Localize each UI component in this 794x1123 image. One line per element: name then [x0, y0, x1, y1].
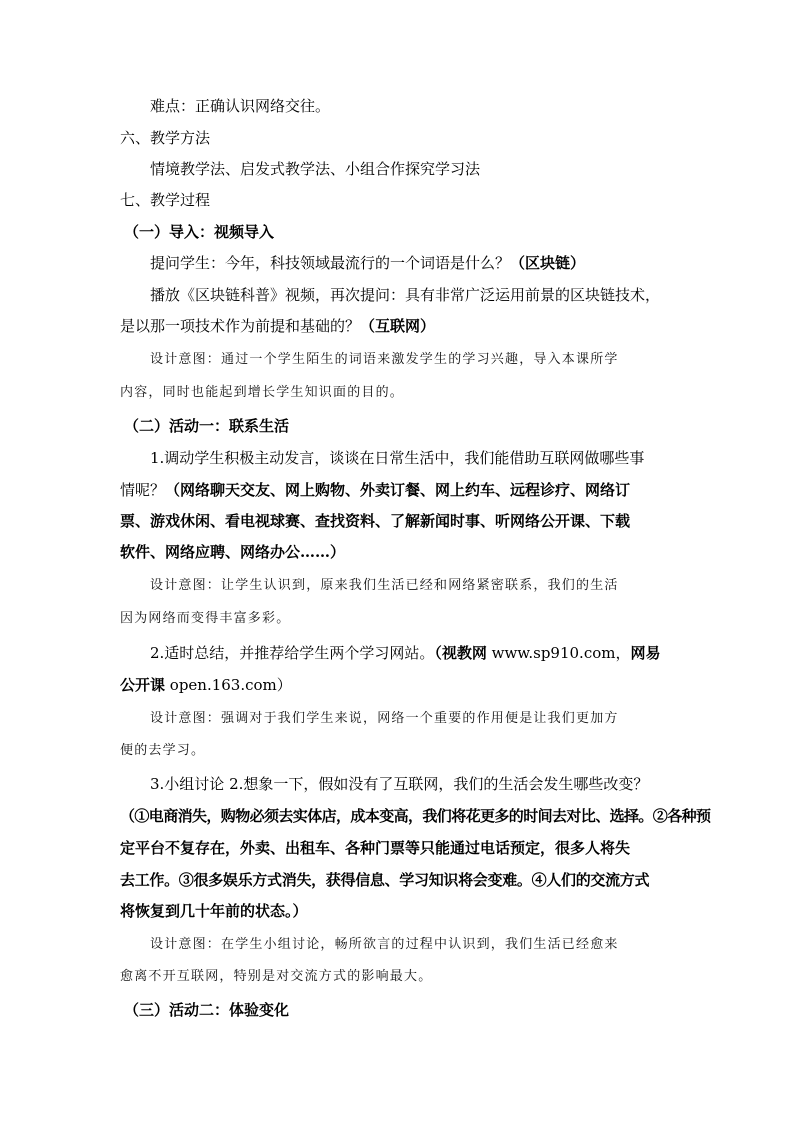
difficulty-line: 难点：正确认识网络交往。	[150, 97, 331, 115]
design-note-4-line-1: 设计意图：在学生小组讨论，畅所欲言的过程中认识到，我们生活已经愈来	[150, 937, 619, 952]
activity-2-site-2-url: open.163.com）	[165, 676, 292, 694]
part-1-title: （一）导入：视频导入	[124, 223, 275, 241]
question-1-text: 提问学生：今年，科技领域最流行的一个词语是什么？	[150, 254, 511, 272]
question-2-line-2	[120, 316, 794, 336]
activity-2-text: 2.适时总结，并推荐给学生两个学习网站。	[150, 644, 435, 662]
activity-1-line-4: 软件、网络应聘、网络办公……）	[120, 543, 346, 561]
part-3-title: （三）活动二：体验变化	[124, 1001, 290, 1019]
activity-2-site-2-name: 公开课	[120, 676, 166, 694]
activity-1-line-1: 1.调动学生积极主动发言，谈谈在日常生活中，我们能借助互联网做哪些事	[150, 449, 645, 467]
design-note-3-line-1: 设计意图：强调对于我们学生来说，网络一个重要的作用便是让我们更加方	[150, 711, 619, 726]
design-note-2-line-1: 设计意图：让学生认识到，原来我们生活已经和网络紧密联系，我们的生活	[150, 578, 619, 593]
activity-3-line-5: 将恢复到几十年前的状态。）	[120, 902, 308, 920]
activity-3-line-1: 3.小组讨论 2.想象一下，假如没有了互联网，我们的生活会发生哪些改变？	[150, 775, 649, 793]
section-7-title: 七、教学过程	[120, 191, 211, 209]
section-6-title: 六、教学方法	[120, 129, 211, 147]
activity-2-site-1-name: （视教网	[434, 644, 487, 662]
activity-1-line-2	[120, 480, 794, 500]
part-2-title: （二）活动一：联系生活	[124, 417, 290, 435]
question-1-answer: （区块链）	[510, 254, 586, 272]
design-note-4-line-2: 愈离不开互联网，特别是对交流方式的影响最大。	[120, 969, 433, 984]
design-note-3-line-2: 便的去学习。	[120, 743, 206, 758]
activity-2-line-1	[150, 643, 794, 663]
activity-2-site-2-name-part: 网易	[630, 644, 661, 662]
activity-3-line-3: 定平台不复存在，外卖、出租车、各种门票等只能通过电话预定，很多人将失	[120, 839, 631, 857]
question-2-text: 是以那一项技术作为前提和基础的？	[120, 317, 361, 335]
question-2-answer: （互联网）	[360, 317, 436, 335]
design-note-1-line-2: 内容，同时也能起到增长学生知识面的目的。	[120, 385, 405, 400]
activity-1-line-3: 票、游戏休闲、看电视球赛、查找资料、了解新闻时事、听网络公开课、下载	[120, 512, 631, 530]
design-note-1-line-1: 设计意图：通过一个学生陌生的词语来激发学生的学习兴趣，导入本课所学	[150, 352, 619, 367]
activity-3-line-2: （①电商消失，购物必须去实体店，成本变高，我们将花更多的时间去对比、选择。②各种预	[120, 807, 711, 825]
activity-1-line-2-answer: （网络聊天交友、网上购物、外卖订餐、网上约车、远程诊疗、网络订	[165, 481, 631, 499]
question-2-line-1: 播放《区块链科普》视频，再次提问：具有非常广泛运用前景的区块链技术，	[150, 286, 661, 304]
activity-2-site-1-url: www.sp910.com，	[486, 644, 631, 662]
section-6-body: 情境教学法、启发式教学法、小组合作探究学习法	[150, 160, 481, 178]
activity-3-line-4: 去工作。③很多娱乐方式消失，获得信息、学习知识将会变难。④人们的交流方式	[120, 871, 650, 889]
activity-2-line-2	[120, 675, 794, 695]
design-note-2-line-2: 因为网络而变得丰富多彩。	[120, 611, 291, 626]
activity-1-line-2-text: 情呢？	[120, 481, 166, 499]
question-1	[150, 253, 794, 273]
